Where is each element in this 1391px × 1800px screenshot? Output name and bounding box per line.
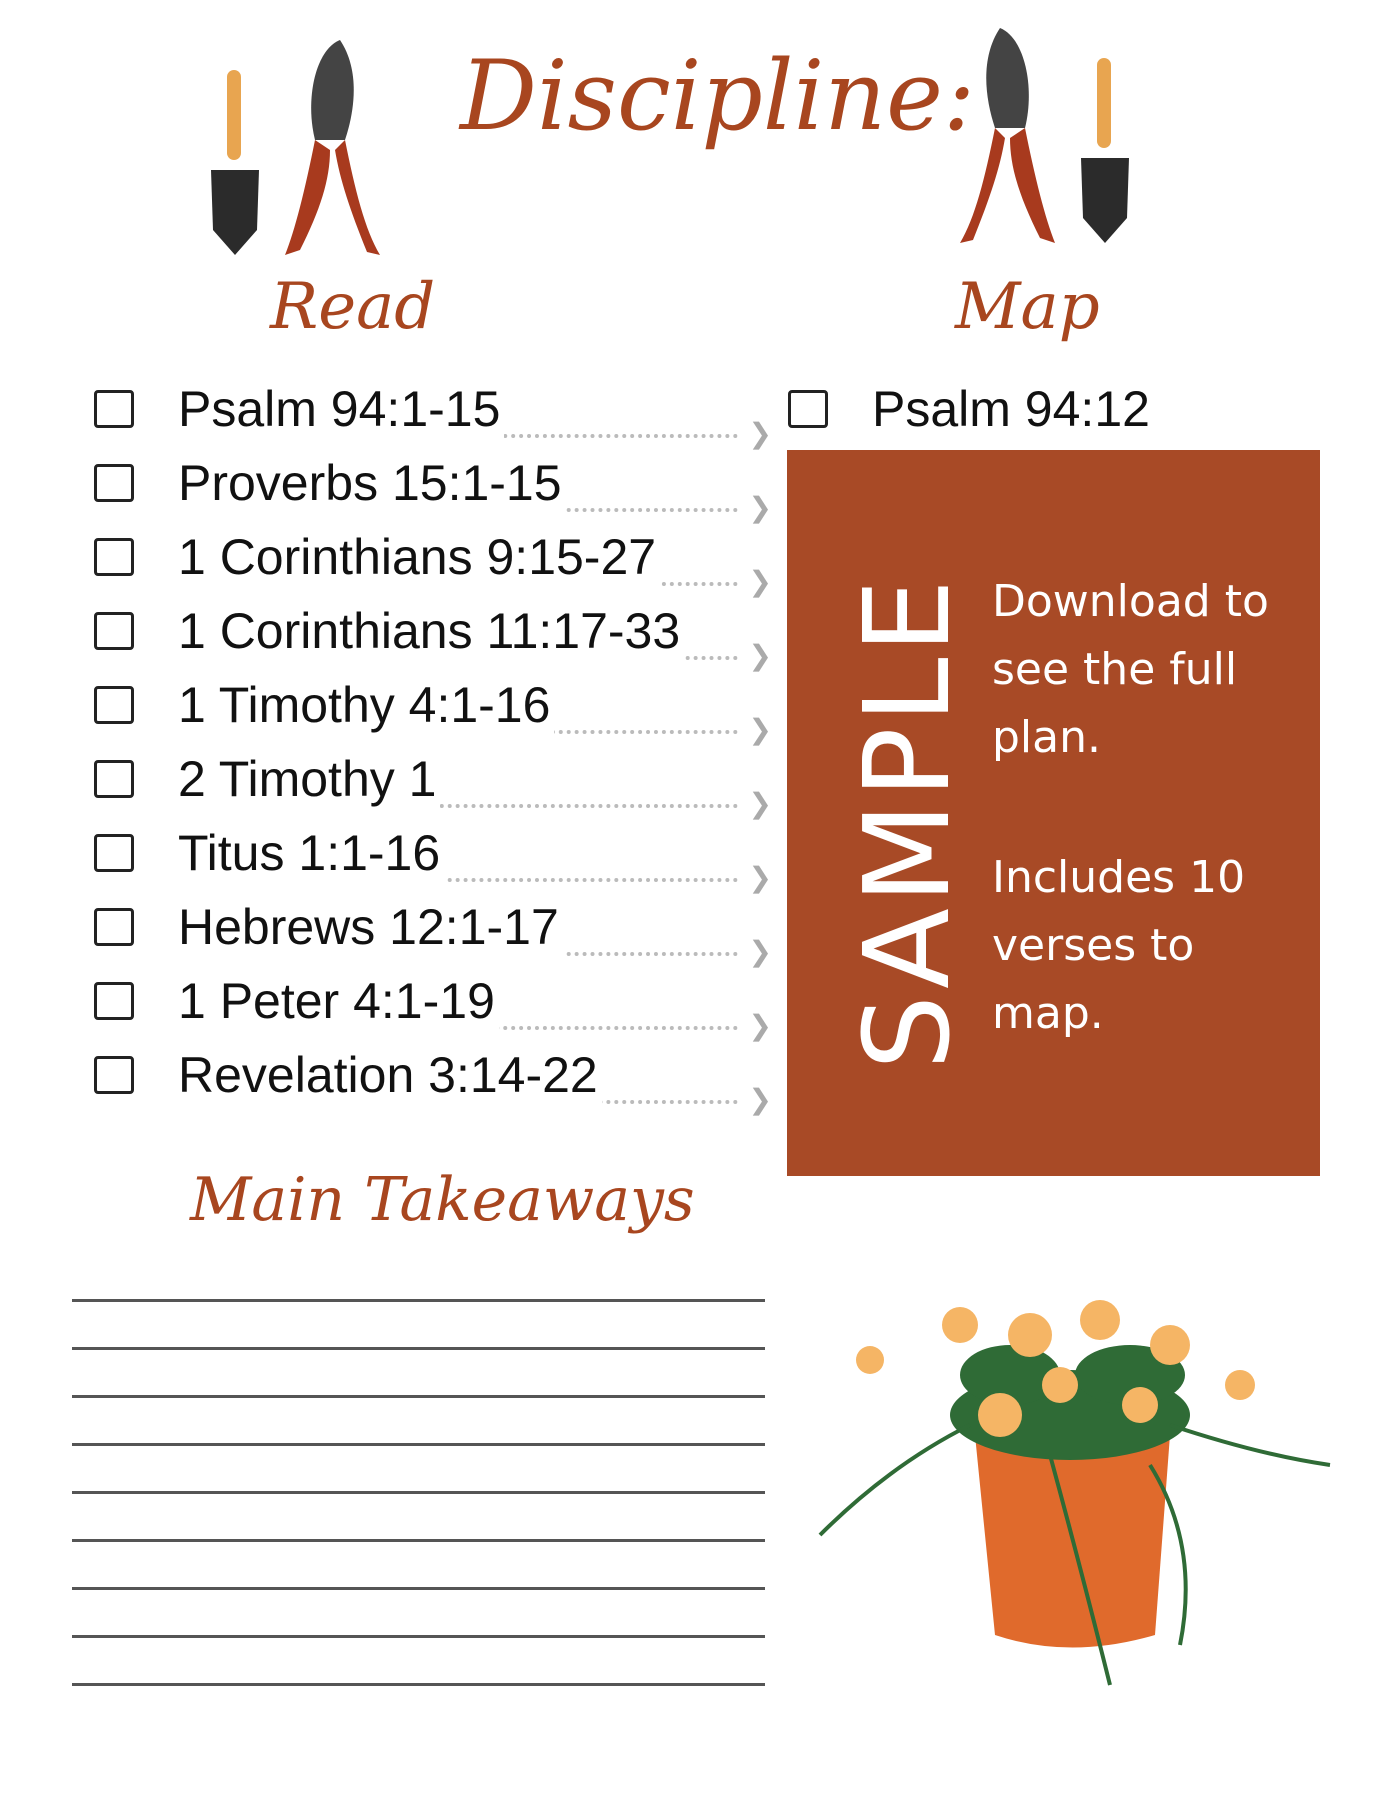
reading-label: 1 Peter 4:1-19 xyxy=(178,972,499,1030)
writing-line[interactable] xyxy=(72,1635,765,1638)
writing-line[interactable] xyxy=(72,1443,765,1446)
potted-plant-illustration xyxy=(810,1265,1350,1705)
trowel-icon xyxy=(205,70,265,260)
reading-item[interactable] xyxy=(92,899,772,968)
read-heading: Read xyxy=(270,270,436,344)
arrow-right-icon: ❯ xyxy=(746,788,772,820)
reading-item[interactable] xyxy=(92,751,772,820)
checkbox[interactable] xyxy=(94,464,134,502)
arrow-right-icon: ❯ xyxy=(746,1084,772,1116)
writing-line[interactable] xyxy=(72,1539,765,1542)
checkbox[interactable] xyxy=(94,834,134,872)
arrow-right-icon: ❯ xyxy=(746,418,772,450)
reading-item[interactable] xyxy=(92,603,772,672)
checkbox[interactable] xyxy=(788,390,828,428)
arrow-right-icon: ❯ xyxy=(746,492,772,524)
page-title: Discipline: xyxy=(460,40,976,152)
checkbox[interactable] xyxy=(94,538,134,576)
reading-label: 2 Timothy 1 xyxy=(178,750,440,808)
reading-label: Proverbs 15:1-15 xyxy=(178,454,566,512)
arrow-right-icon: ❯ xyxy=(746,566,772,598)
arrow-right-icon: ❯ xyxy=(746,1010,772,1042)
map-item[interactable] xyxy=(786,381,1391,444)
reading-label: Hebrews 12:1-17 xyxy=(178,898,563,956)
arrow-right-icon: ❯ xyxy=(746,714,772,746)
map-label: Psalm 94:12 xyxy=(872,380,1154,438)
map-heading: Map xyxy=(955,270,1100,344)
checkbox[interactable] xyxy=(94,908,134,946)
arrow-right-icon: ❯ xyxy=(746,862,772,894)
sample-watermark: SAMPLE xyxy=(838,574,976,1070)
reading-item[interactable] xyxy=(92,529,772,598)
checkbox[interactable] xyxy=(94,1056,134,1094)
arrow-right-icon: ❯ xyxy=(746,640,772,672)
sample-box xyxy=(787,450,1320,1176)
sample-text-download: Download to see the full plan. xyxy=(992,576,1269,763)
pruning-shears-icon xyxy=(285,40,385,260)
reading-item[interactable] xyxy=(92,677,772,746)
writing-line[interactable] xyxy=(72,1299,765,1302)
reading-item[interactable] xyxy=(92,973,772,1042)
reading-label: Revelation 3:14-22 xyxy=(178,1046,602,1104)
writing-line[interactable] xyxy=(72,1587,765,1590)
reading-label: 1 Corinthians 11:17-33 xyxy=(178,602,684,660)
reading-label: 1 Timothy 4:1-16 xyxy=(178,676,554,734)
writing-line[interactable] xyxy=(72,1491,765,1494)
pruning-shears-icon xyxy=(955,28,1055,248)
reading-item[interactable] xyxy=(92,381,772,450)
writing-line[interactable] xyxy=(72,1347,765,1350)
writing-line[interactable] xyxy=(72,1683,765,1686)
reading-item[interactable] xyxy=(92,825,772,894)
reading-item[interactable] xyxy=(92,455,772,524)
reading-label: Titus 1:1-16 xyxy=(178,824,444,882)
checkbox[interactable] xyxy=(94,390,134,428)
reading-label: Psalm 94:1-15 xyxy=(178,380,504,438)
reading-label: 1 Corinthians 9:15-27 xyxy=(178,528,660,586)
checkbox[interactable] xyxy=(94,686,134,724)
checkbox[interactable] xyxy=(94,612,134,650)
sample-text-includes: Includes 10 verses to map. xyxy=(992,852,1246,1039)
arrow-right-icon: ❯ xyxy=(746,936,772,968)
checkbox[interactable] xyxy=(94,760,134,798)
trowel-icon xyxy=(1075,58,1135,248)
checkbox[interactable] xyxy=(94,982,134,1020)
writing-line[interactable] xyxy=(72,1395,765,1398)
reading-item[interactable] xyxy=(92,1047,772,1116)
takeaways-heading: Main Takeaways xyxy=(190,1165,695,1235)
